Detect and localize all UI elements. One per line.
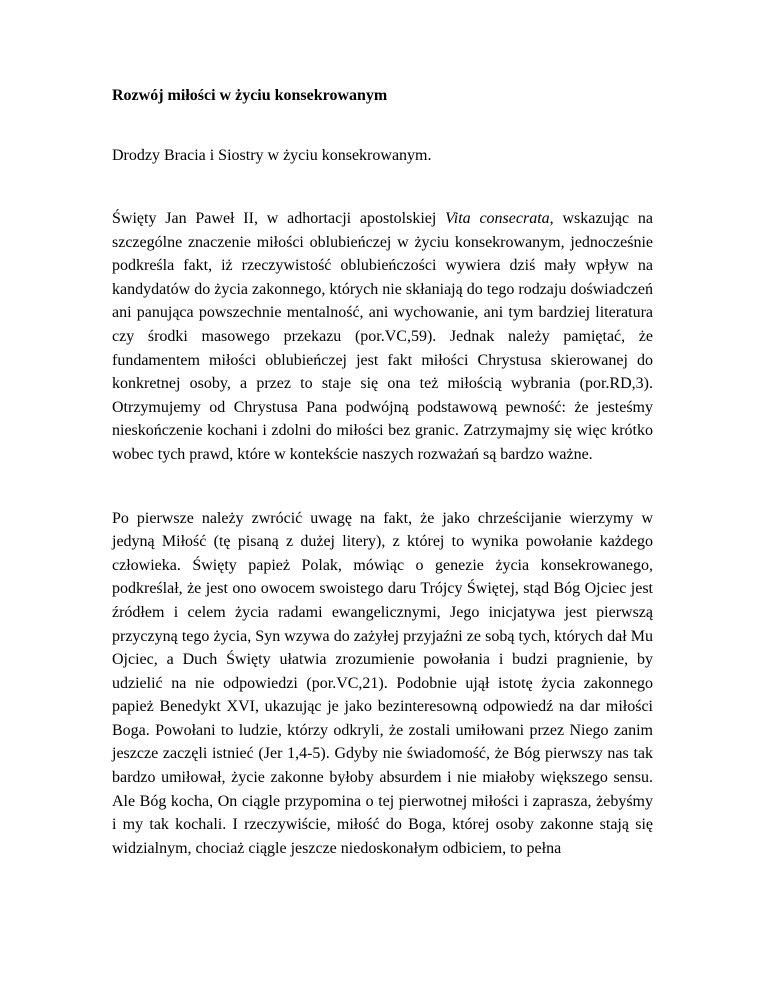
document-title: Rozwój miłości w życiu konsekrowanym	[112, 87, 388, 104]
paragraph-2: Po pierwsze należy zwrócić uwagę na fakt, że jako chrześcijanie wierzymy w jedyną Miłość (tę pisaną z dużej litery), z której to wynika powołanie każdego człowieka. Święty papież Polak, mówiąc o genezie życia konsekrowanego, podkreślał, że jest ono owocem swoistego daru Trójcy Świętej, stąd Bóg Ojciec jest źródłem i celem życia radami ewangelicznymi, Jego inicjatywa jest pierwszą przyczyną tego życia, Syn wzywa do zażyłej przyjaźni ze sobą tych, których dał Mu Ojciec, a Duch Święty ułatwia zrozumienie powołania i budzi pragnienie, by udzielić na nie odpowiedzi (por.VC,21). Podobnie ujął istotę życia zakonnego papież Benedykt XVI, ukazując je jako bezinteresowną odpowiedź na dar miłości Boga. Powołani to ludzie, którzy odkryli, że zostali umiłowani przez Niego zanim jeszcze zaczęli istnieć (Jer 1,4-5). Gdyby nie świadomość, że Bóg pierwszy nas tak bardzo umiłował, życie zakonne byłoby absurdem i nie miałoby większego sensu. Ale Bóg kocha, On ciągle przypomina o tej pierwotnej miłości i zaprasza, żebyśmy i my tak kochali. I rzeczywiście, miłość do Boga, której osoby zakonne stają się widzialnym, chociaż ciągle jeszcze niedoskonałym odbiciem, to pełna	[112, 509, 653, 857]
paragraph-1-rest: , wskazując na szczególne znaczenie miłości oblubieńczej w życiu konsekrowanym, jednocześnie podkreśla fakt, iż rzeczywistość oblubieńczości wywiera dziś mały wpływ na kandydatów do życia zakonnego, których nie skłaniają do tego rodzaju doświadczeń ani panująca powszechnie mentalność, ani wychowanie, ani tym bardziej literatura czy środki masowego przekazu (por.VC,59). Jednak należy pamiętać, że fundamentem miłości oblubieńczej jest fakt miłości Chrystusa skierowanej do konkretnej osoby, a przez to staje się ona też miłością wybrania (por.RD,3). Otrzymujemy od Chrystusa Pana podwójną podstawową pewność: że jesteśmy nieskończenie kochani i zdolni do miłości bez granic. Zatrzymajmy się więc krótko wobec tych prawd, które w kontekście naszych rozważań są bardzo ważne.	[112, 210, 654, 463]
document-title-reference: Vita consecrata	[445, 210, 550, 227]
greeting: Drodzy Bracia i Siostry w życiu konsekrowanym.	[112, 147, 432, 164]
paragraph-1	[112, 207, 653, 467]
document-page	[112, 86, 653, 860]
paragraph-1-start: Święty Jan Paweł II, w adhortacji apostolskiej	[112, 210, 446, 227]
